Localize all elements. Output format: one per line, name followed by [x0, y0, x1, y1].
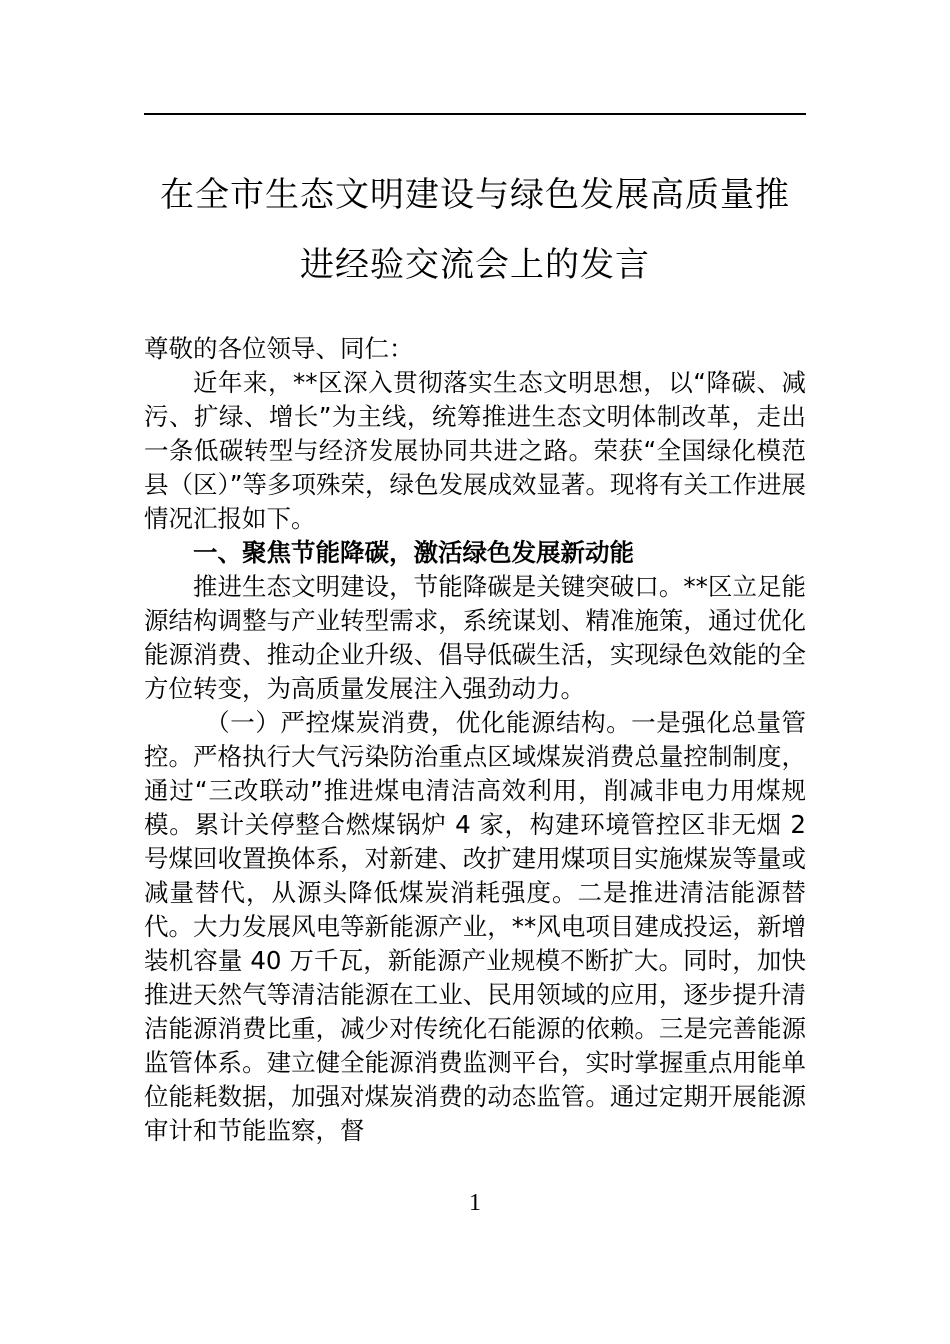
paragraph-intro: 近年来，**区深入贯彻落实生态文明思想，以“降碳、减污、扩绿、增长”为主线，统筹推进生态文明体制改革，走出一条低碳转型与经济发展协同共进之路。荣获“全国绿化模范县（区）”等多项殊荣，绿色发展成效显著。现将有关工作进展情况汇报如下。 — [144, 368, 806, 533]
title-line-2: 进经验交流会上的发言 — [300, 245, 650, 285]
salutation: 尊敬的各位领导、同仁： — [144, 334, 414, 363]
section-heading-1: 一、聚焦节能降碳，激活绿色发展新动能 — [193, 538, 634, 567]
page-number: 1 — [469, 1190, 481, 1216]
paragraph-subsection-1: （一）严控煤炭消费，优化能源结构。一是强化总量管控。严格执行大气污染防治重点区域煤炭消费总量控制制度，通过“三改联动”推进煤电清洁高效利用，削减非电力用煤规模。累计关停整合燃煤锅炉 4 家，构建环境管控区非无烟 2 号煤回收置换体系，对新建、改扩建用煤项目实施煤炭等量或减量替代，从源头降低煤炭消耗强度。二是推进清洁能源替代。大力发展风电等新能源产业，**风电项目建成投运，新增装机容量 40 万千瓦，新能源产业规模不断扩大。同时，加快推进天然气等清洁能源在工业、民用领域的应用，逐步提升清洁能源消费比重，减少对传统化石能源的依赖。三是完善能源监管体系。建立健全能源消费监测平台，实时掌握重点用能单位能耗数据，加强对煤炭消费的动态监管。通过定期开展能源审计和节能监察，督 — [144, 708, 806, 1145]
title-line-1: 在全市生态文明建设与绿色发展高质量推 — [160, 175, 790, 215]
document-title — [144, 160, 806, 300]
document-body — [144, 332, 806, 1148]
paragraph-section-1: 推进生态文明建设，节能降碳是关键突破口。**区立足能源结构调整与产业转型需求，系统谋划、精准施策，通过优化能源消费、推动企业升级、倡导低碳生活，实现绿色效能的全方位转变，为高质量发展注入强劲动力。 — [144, 572, 806, 703]
header-rule — [144, 113, 806, 115]
